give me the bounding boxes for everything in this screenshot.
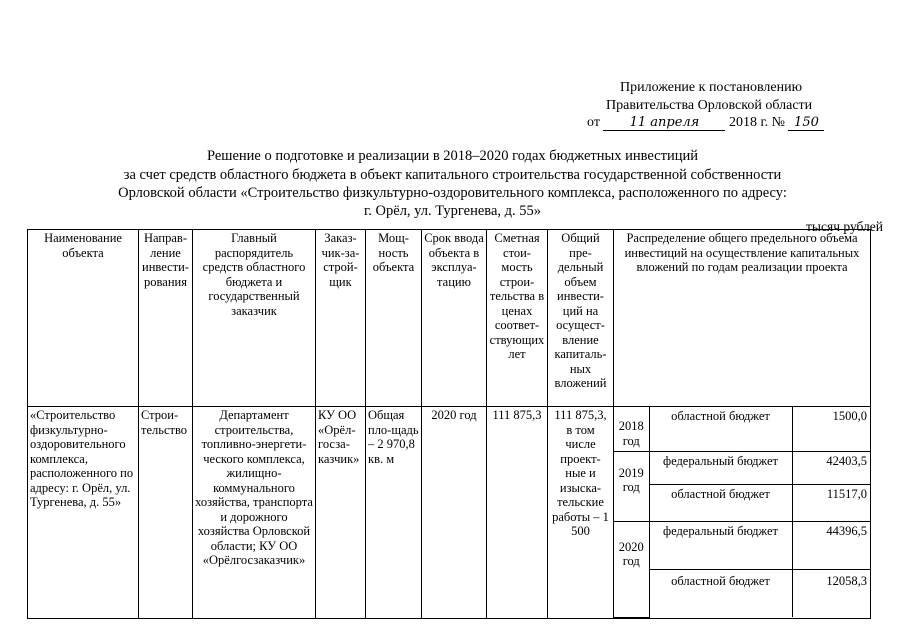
row-name: «Строительство физкультурно-оздоровительного комплекса, расположенного по адресу: г. Орёл, ул. Тургенева, д. 55»	[28, 407, 139, 619]
title-line-2: за счет средств областного бюджета в объект капитального строительства государственной собственности	[123, 167, 782, 183]
appendix-line-2: Правительства Орловской области	[606, 98, 813, 113]
amount-value: 42403,5	[792, 451, 870, 484]
header-term: Срок ввода объекта в эксплуа-тацию	[422, 230, 487, 407]
amount-value: 1500,0	[792, 407, 870, 451]
source-label: областной бюджет	[649, 569, 792, 617]
source-label: федеральный бюджет	[649, 451, 792, 484]
header-total: Общий пре-дельный объем инвести-ций на осущест-вление капиталь-ных вложений	[548, 230, 614, 407]
row-manager: Департамент строительства, топливно-энергети-ческого комплекса, жилищно-коммунального хозяйства, транспорта и дорожного хозяйства Орловской области; КУ ОО «Орёлгосзаказчик»	[193, 407, 316, 619]
row-customer: КУ ОО «Орёл-госза-казчик»	[316, 407, 366, 619]
year-2019: 2019 год	[614, 451, 649, 521]
units-label: тысяч рублей	[806, 219, 883, 234]
title-line-3: Орловской области «Строительство физкультурно-оздоровительного комплекса, расположенного по адресу:	[118, 185, 787, 201]
distribution-row	[614, 569, 870, 617]
handwritten-number: 150	[788, 115, 824, 131]
source-label: областной бюджет	[649, 484, 792, 521]
amount-value: 11517,0	[792, 484, 870, 521]
row-direction: Строи-тельство	[139, 407, 193, 619]
distribution-row	[614, 407, 870, 451]
year-label: 2018 г. №	[728, 115, 785, 130]
title-line-1: Решение о подготовке и реализации в 2018–2020 годах бюджетных инвестиций	[206, 148, 698, 164]
distribution-cell	[614, 407, 871, 619]
handwritten-date: 11 апреля	[603, 115, 725, 131]
row-term: 2020 год	[422, 407, 487, 619]
header-estimate: Сметная стои-мость строи-тельства в ценах соответ-ствующих лет	[487, 230, 548, 407]
header-direction: Направ-ление инвести-рования	[139, 230, 193, 407]
header-manager: Главный распорядитель средств областного бюджета и государственный заказчик	[193, 230, 316, 407]
header-customer: Заказ-чик-за-строй-щик	[316, 230, 366, 407]
distribution-row	[614, 521, 870, 569]
row-total: 111 875,3, в том числе проект-ные и изыска-тельские работы – 1 500	[548, 407, 614, 619]
appendix-line-1: Приложение к постановлению	[620, 80, 803, 95]
header-row	[28, 230, 871, 407]
title-line-4: г. Орёл, ул. Тургенева, д. 55»	[363, 203, 542, 219]
date-prefix: от	[587, 115, 600, 130]
year-2018: 2018 год	[614, 407, 649, 451]
header-distribution: Распределение общего предельного объема инвестиций на осуществление капитальных вложений по годам реализации проекта	[614, 230, 871, 407]
distribution-table	[614, 407, 870, 618]
row-capacity: Общая пло-щадь – 2 970,8 кв. м	[366, 407, 422, 619]
amount-value: 12058,3	[792, 569, 870, 617]
table-row	[28, 407, 871, 619]
year-2020: 2020 год	[614, 521, 649, 617]
header-capacity: Мощ-ность объекта	[366, 230, 422, 407]
distribution-row	[614, 484, 870, 521]
row-estimate: 111 875,3	[487, 407, 548, 619]
source-label: областной бюджет	[649, 407, 792, 451]
investment-table	[27, 229, 871, 619]
amount-value: 44396,5	[792, 521, 870, 569]
appendix-date-line	[587, 113, 824, 132]
header-name: Наименование объекта	[28, 230, 139, 407]
source-label: федеральный бюджет	[649, 521, 792, 569]
distribution-row	[614, 451, 870, 484]
